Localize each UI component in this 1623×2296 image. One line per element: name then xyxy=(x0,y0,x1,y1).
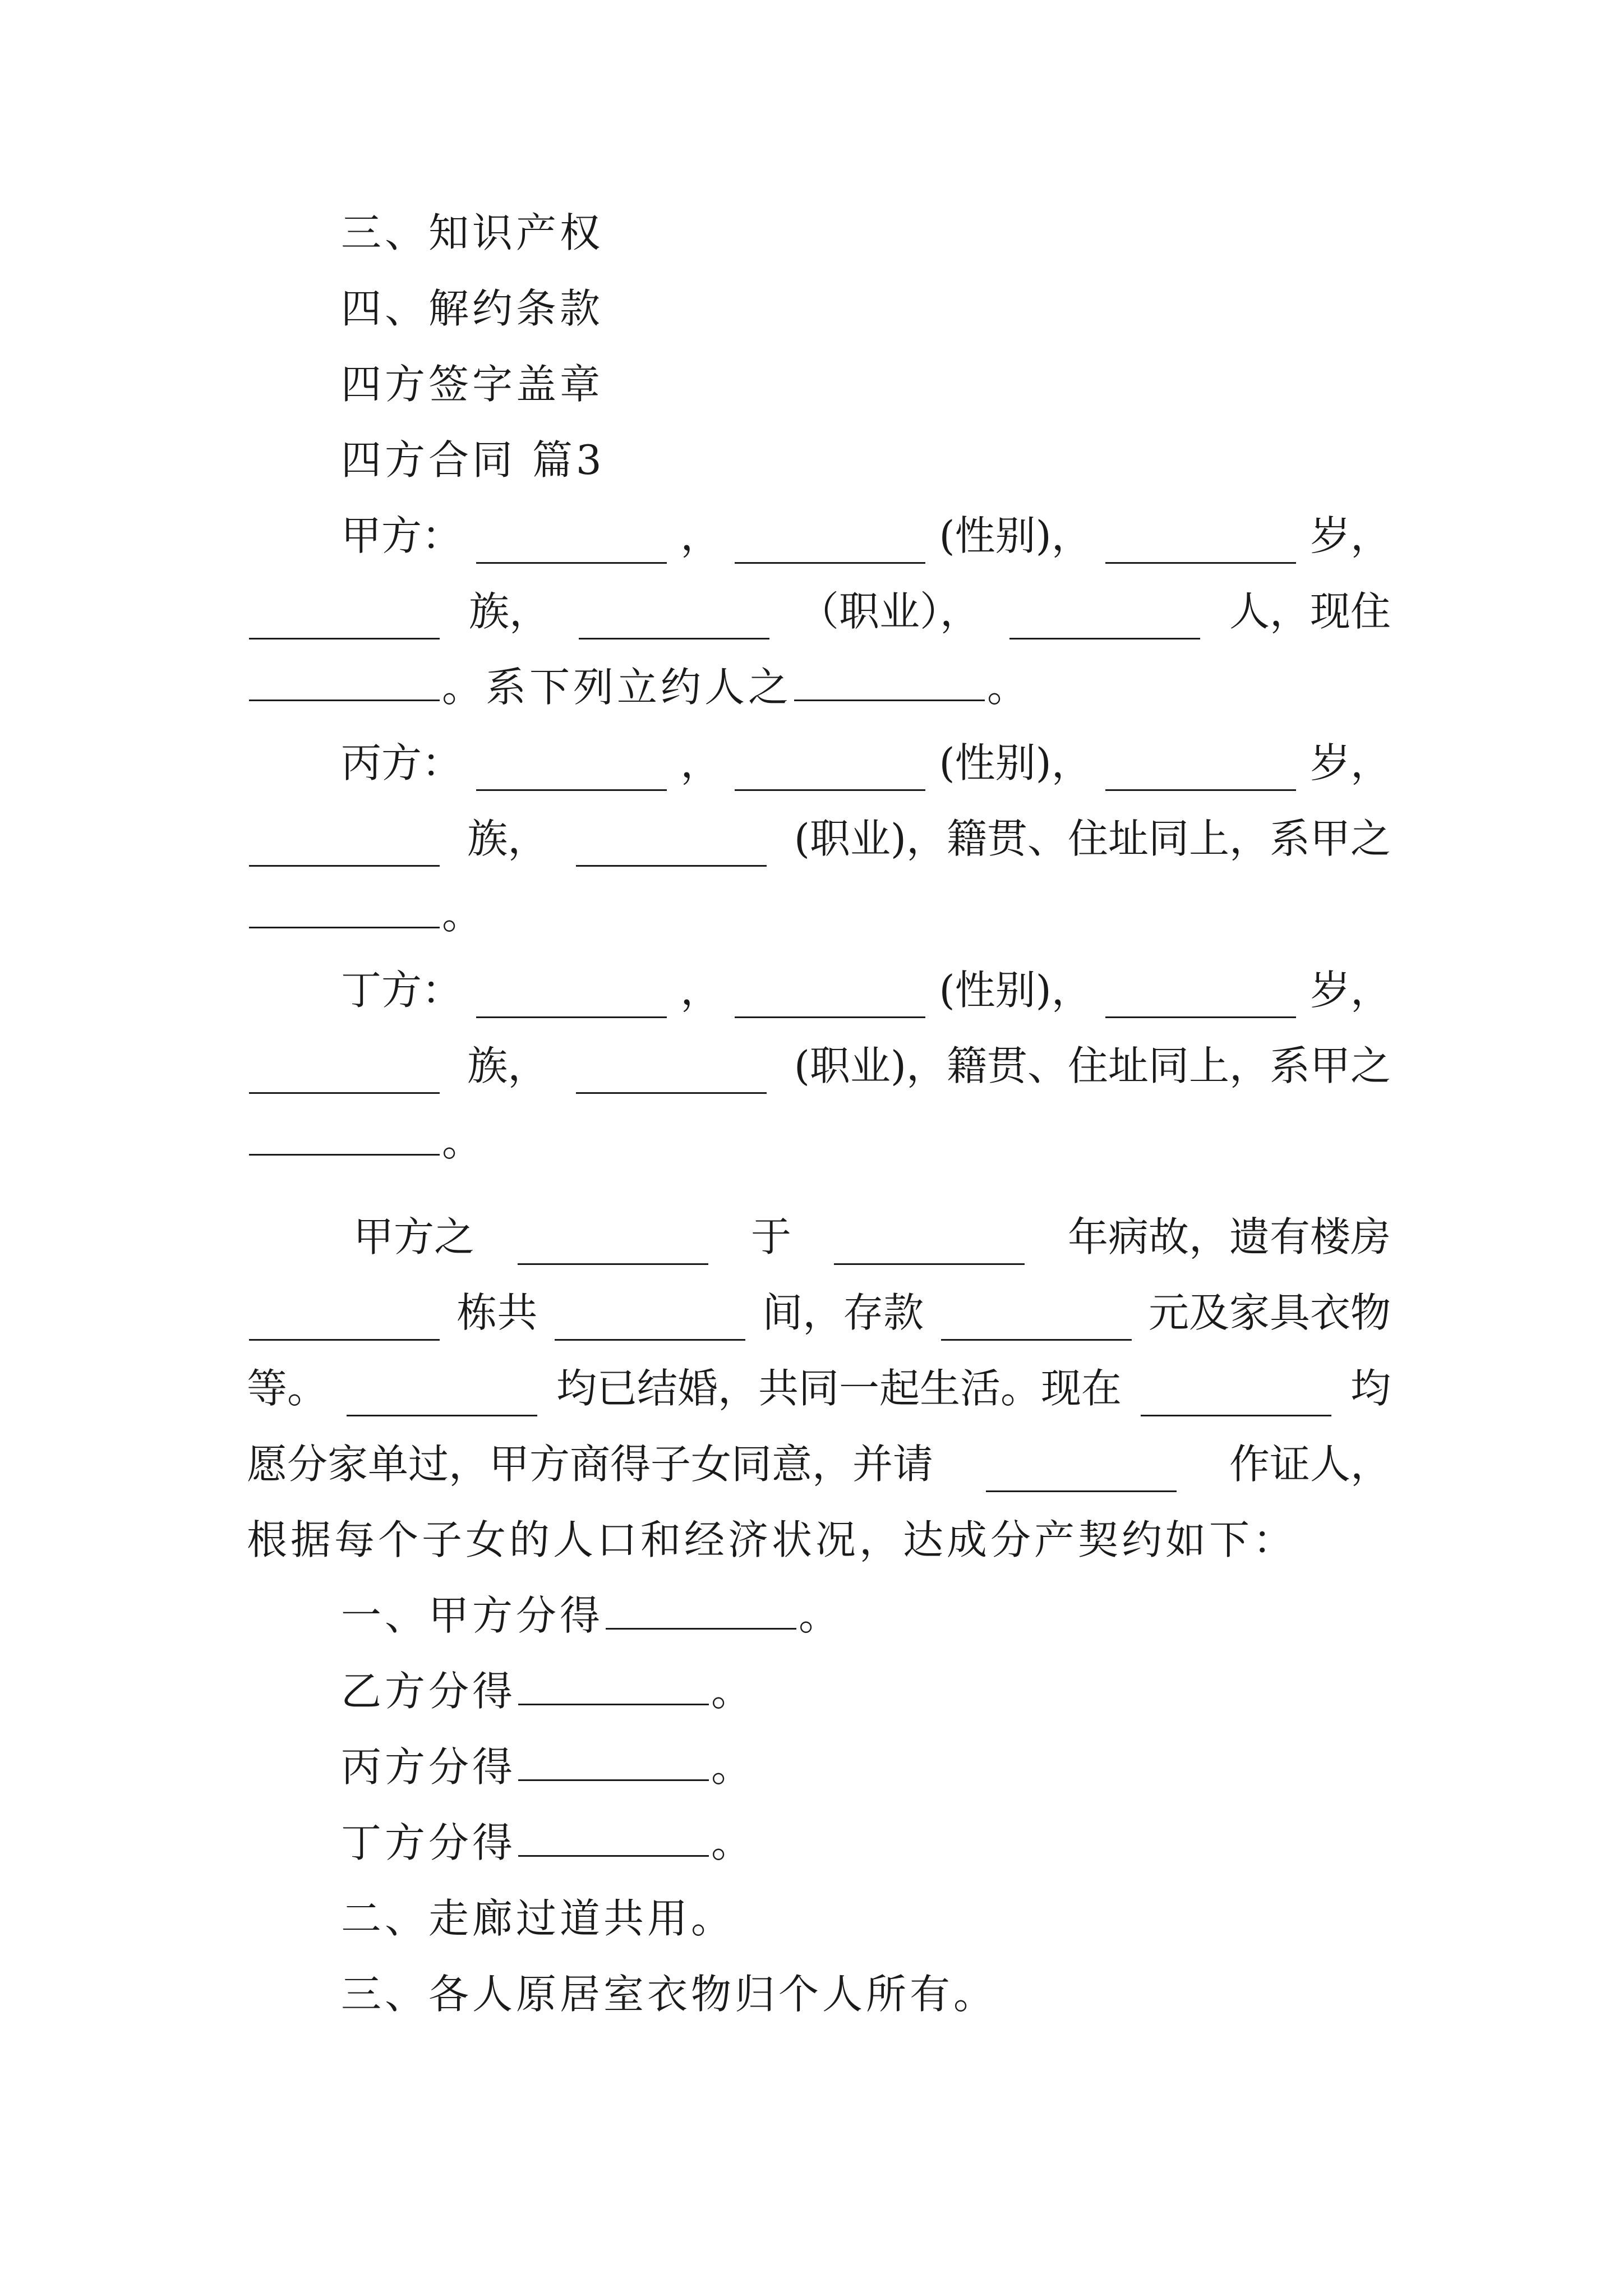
party-c-share-blank xyxy=(518,1739,709,1781)
heading-ip: 三、知识产权 xyxy=(341,209,604,256)
party-c-label: 丙方： xyxy=(341,739,463,786)
body-text: 于 xyxy=(750,1213,791,1260)
comma: ， xyxy=(680,967,721,1014)
relation-label: 。系下列立约人之 xyxy=(442,664,792,711)
body-text: 均已结婚，共同一起生活。现在 xyxy=(556,1365,1122,1412)
item-party-b xyxy=(341,1663,1391,1719)
period: 。 xyxy=(442,1118,486,1165)
body-text: 作证人， xyxy=(1229,1441,1391,1488)
married-blank xyxy=(347,1374,537,1416)
body-text: 间，存款 xyxy=(762,1289,924,1336)
party-c-line-2 xyxy=(247,811,1391,867)
party-d-occupation-blank xyxy=(576,1052,767,1094)
item-party-d xyxy=(341,1815,1391,1871)
party-a-gender-blank xyxy=(735,522,925,564)
party-d-ethnic-blank xyxy=(249,1052,440,1094)
body-text: 均 xyxy=(1350,1365,1391,1412)
item-label: 丁方分得 xyxy=(341,1819,517,1866)
party-d-label: 丁方： xyxy=(341,967,463,1014)
party-a-ethnic-blank xyxy=(249,597,440,639)
item-label: 乙方分得 xyxy=(341,1668,517,1715)
party-a-age-blank xyxy=(1105,522,1296,564)
party-c-gender-blank xyxy=(735,749,925,791)
item-label: 一、甲方分得 xyxy=(341,1592,604,1639)
year-blank xyxy=(834,1223,1025,1265)
ethnic-label: 族， xyxy=(468,588,550,635)
party-a-line-1 xyxy=(341,508,1391,564)
party-c-age-blank xyxy=(1105,749,1296,791)
age-label: 岁， xyxy=(1310,967,1391,1014)
item-party-a xyxy=(341,1588,1391,1644)
party-a-line-3 xyxy=(247,659,1391,715)
period: 。 xyxy=(711,1743,755,1791)
period: 。 xyxy=(711,1819,755,1866)
party-d-age-blank xyxy=(1105,976,1296,1018)
body-text: 甲方之 xyxy=(353,1213,475,1260)
period: 。 xyxy=(442,891,486,938)
party-c-line-3 xyxy=(247,886,1391,942)
party-c-ethnic-blank xyxy=(249,825,440,867)
body-line-5: 根据每个子女的人口和经济状况，达成分产契约如下： xyxy=(247,1516,1297,1563)
gender-label: (性别)， xyxy=(939,967,1092,1014)
residence-label: 人，现住 xyxy=(1229,588,1391,635)
period: 。 xyxy=(799,1592,843,1639)
item-party-c xyxy=(341,1739,1391,1795)
heading-termination: 四、解约条款 xyxy=(341,285,604,332)
party-d-relation-blank xyxy=(249,1114,440,1156)
body-text: 年病故，遗有楼房 xyxy=(1067,1213,1391,1260)
party-a-share-blank xyxy=(606,1588,796,1630)
body-line-1 xyxy=(353,1209,1391,1265)
body-line-2 xyxy=(247,1285,1391,1341)
period: 。 xyxy=(711,1668,755,1715)
occupation-label: （职业）， xyxy=(798,588,980,635)
body-line-3 xyxy=(247,1360,1391,1416)
item-clothing: 三、各人原居室衣物归个人所有。 xyxy=(341,1971,998,2018)
signature-line: 四方签字盖章 xyxy=(341,361,604,408)
party-b-share-blank xyxy=(518,1663,709,1705)
occupation-label: (职业)，籍贯、住址同上，系甲之 xyxy=(794,815,1391,862)
age-label: 岁， xyxy=(1310,739,1391,786)
party-a-origin-blank xyxy=(1009,597,1200,639)
body-text: 栋共 xyxy=(457,1289,538,1336)
body-text: 等。 xyxy=(247,1365,328,1412)
building-count-blank xyxy=(249,1299,440,1341)
party-a-label: 甲方： xyxy=(341,512,463,559)
party-c-line-1 xyxy=(341,735,1391,791)
party-d-share-blank xyxy=(518,1815,709,1857)
deceased-blank xyxy=(518,1223,708,1265)
party-a-address-blank xyxy=(249,659,440,701)
body-text: 元及家具衣物 xyxy=(1148,1289,1391,1336)
witness-blank xyxy=(986,1450,1177,1492)
comma: ， xyxy=(680,512,721,559)
party-d-line-3 xyxy=(247,1114,1391,1170)
party-d-line-1 xyxy=(341,962,1391,1018)
gender-label: (性别)， xyxy=(939,739,1092,786)
party-d-name-blank xyxy=(476,976,667,1018)
party-c-name-blank xyxy=(476,749,667,791)
occupation-label: (职业)，籍贯、住址同上，系甲之 xyxy=(794,1042,1391,1089)
section-title: 四方合同 篇3 xyxy=(341,436,605,484)
gender-label: (性别)， xyxy=(939,512,1092,559)
comma: ， xyxy=(680,739,721,786)
item-label: 丙方分得 xyxy=(341,1743,517,1791)
party-a-name-blank xyxy=(476,522,667,564)
deposit-blank xyxy=(941,1299,1132,1341)
party-a-occupation-blank xyxy=(579,597,769,639)
body-text: 愿分家单过，甲方商得子女同意，并请 xyxy=(247,1441,934,1488)
party-c-occupation-blank xyxy=(576,825,767,867)
party-d-line-2 xyxy=(247,1038,1391,1094)
body-line-4 xyxy=(247,1436,1391,1492)
now-blank xyxy=(1141,1374,1331,1416)
room-count-blank xyxy=(555,1299,745,1341)
item-corridor: 二、走廊过道共用。 xyxy=(341,1895,735,1942)
period: 。 xyxy=(987,664,1031,711)
party-a-line-2 xyxy=(247,583,1391,639)
ethnic-label: 族， xyxy=(467,815,548,862)
party-c-relation-blank xyxy=(249,886,440,928)
party-d-gender-blank xyxy=(735,976,925,1018)
ethnic-label: 族， xyxy=(467,1042,548,1089)
party-a-relation-blank xyxy=(794,659,985,701)
age-label: 岁， xyxy=(1310,512,1391,559)
